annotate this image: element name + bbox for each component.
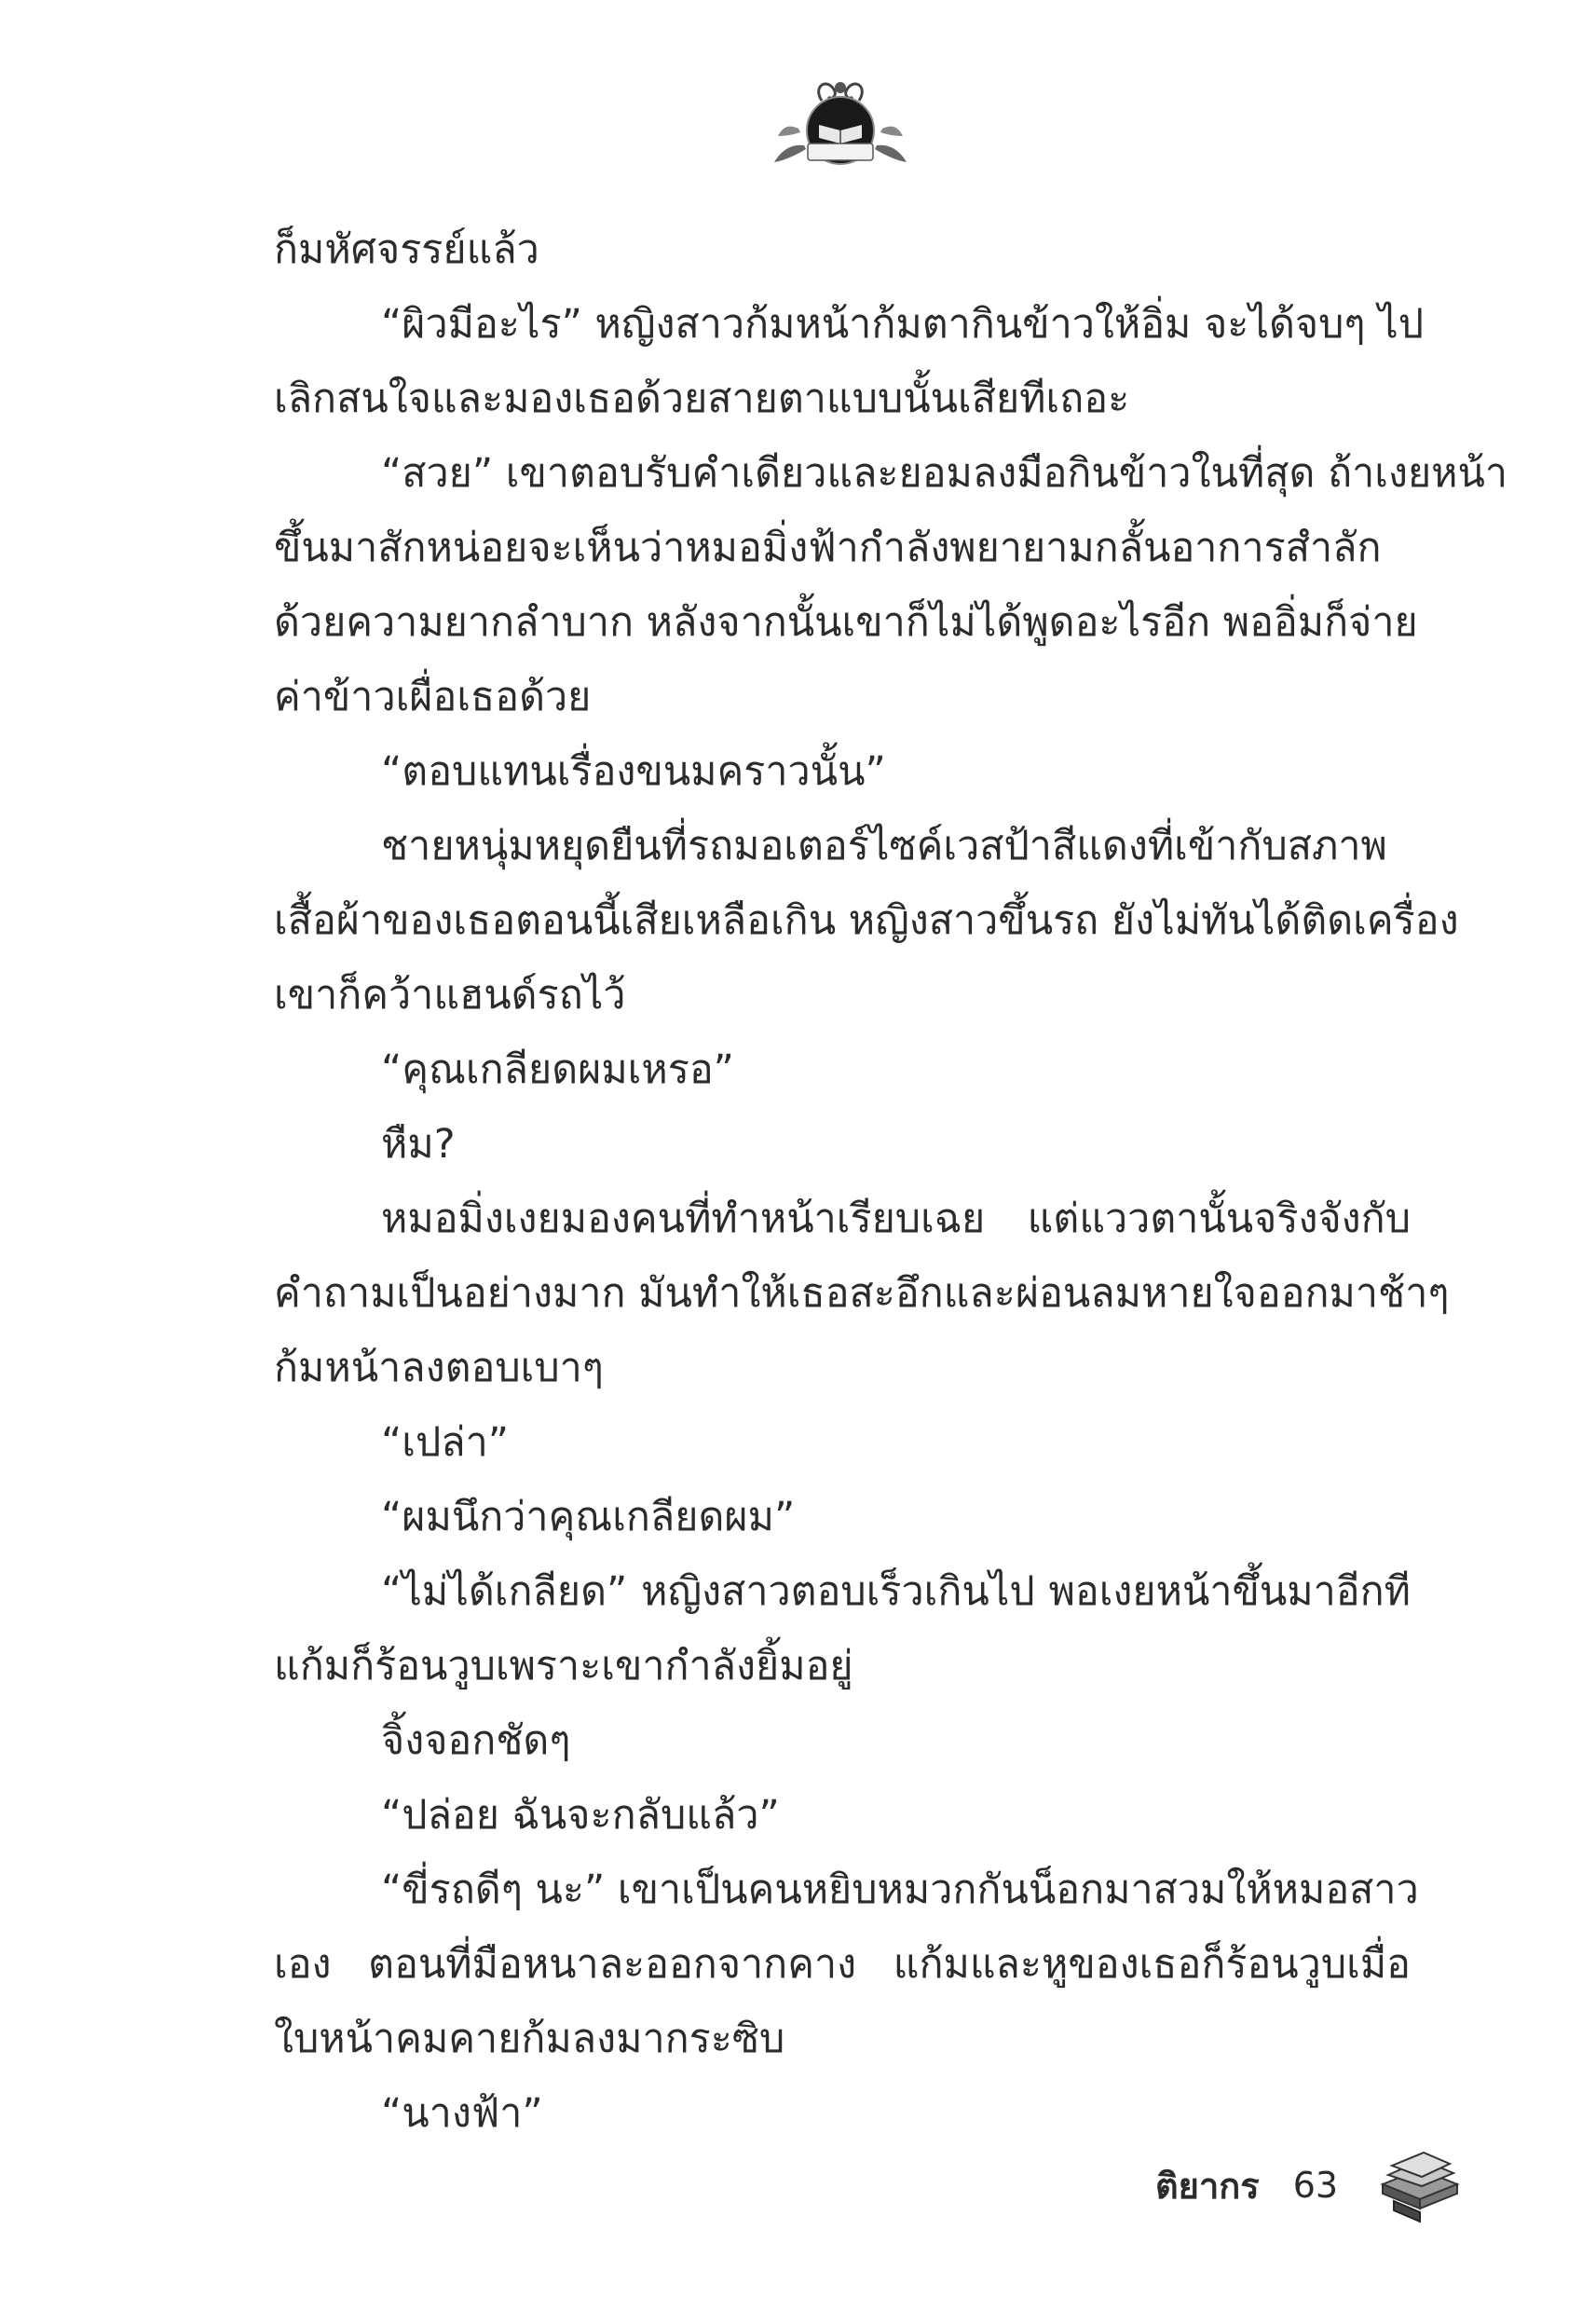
text-line: “ผมนึกว่าคุณเกลียดผม” [381, 1494, 796, 1540]
page-footer [1155, 2143, 1465, 2227]
page-number: 63 [1292, 2165, 1339, 2206]
text-line: “ผิวมีอะไร” หญิงสาวก้มหน้าก้มตากินข้าวให้อิ่ม จะได้จบๆ ไป [381, 301, 1425, 348]
text-line: “สวย” เขาตอบรับคำเดียวและยอมลงมือกินข้าวในที่สุด ถ้าเงยหน้า [381, 450, 1508, 497]
text-line: “นางฟ้า” [381, 2090, 543, 2137]
text-line: “ปล่อย ฉันจะกลับแล้ว” [381, 1792, 780, 1839]
text-line: “เปล่า” [381, 1419, 510, 1466]
text-line: ก็มหัศจรรย์แล้ว [274, 226, 539, 273]
text-line: เสื้อผ้าของเธอตอนนี้เสียเหลือเกิน หญิงสาวขึ้นรถ ยังไม่ทันได้ติดเครื่อง [274, 897, 1459, 944]
footer-author: ติยากร [1155, 2165, 1260, 2207]
text-line: เอง ตอนที่มือหนาละออกจากคาง แก้มและหูของเธอก็ร้อนวูบเมื่อ [274, 1941, 1411, 1988]
text-line: ขึ้นมาสักหน่อยจะเห็นว่าหมอมิ่งฟ้ากำลังพยายามกลั้นอาการสำลัก [274, 525, 1382, 571]
text-line: “ไม่ได้เกลียด” หญิงสาวตอบเร็วเกินไป พอเงยหน้าขึ้นมาอีกที [381, 1568, 1411, 1615]
ornamental-crest-icon [771, 73, 910, 175]
text-line: ด้วยความยากลำบาก หลังจากนั้นเขาก็ไม่ได้พูดอะไรอีก พออิ่มก็จ่าย [274, 599, 1418, 646]
text-line: หมอมิ่งเงยมองคนที่ทำหน้าเรียบเฉย แต่แววตานั้นจริงจังกับ [381, 1196, 1411, 1242]
text-line: “คุณเกลียดผมเหรอ” [381, 1046, 734, 1093]
text-line: แก้มก็ร้อนวูบเพราะเขากำลังยิ้มอยู่ [274, 1643, 853, 1689]
text-line: หืม? [381, 1121, 456, 1168]
text-line: “ขี่รถดีๆ นะ” เขาเป็นคนหยิบหมวกกันน็อกมาสวมให้หมอสาว [381, 1867, 1419, 1913]
text-line: คำถามเป็นอย่างมาก มันทำให้เธอสะอึกและผ่อนลมหายใจออกมาช้าๆ [274, 1270, 1450, 1317]
text-line: ค่าข้าวเผื่อเธอด้วย [274, 674, 592, 720]
text-line: เลิกสนใจและมองเธอด้วยสายตาแบบนั้นเสียทีเถอะ [274, 376, 1130, 422]
text-line: เขาก็คว้าแฮนด์รถไว้ [274, 972, 626, 1019]
text-line: “ตอบแทนเรื่องขนมคราวนั้น” [381, 748, 886, 795]
stacked-books-icon [1375, 2143, 1465, 2227]
text-line: จิ้งจอกชัดๆ [381, 1717, 571, 1764]
header-logo [771, 73, 910, 175]
text-line: ก้มหน้าลงตอบเบาๆ [274, 1345, 604, 1391]
text-line: ใบหน้าคมคายก้มลงมากระซิบ [274, 2016, 785, 2062]
text-line: ชายหนุ่มหยุดยืนที่รถมอเตอร์ไซค์เวสป้าสีแดงที่เข้ากับสภาพ [381, 823, 1387, 869]
body-text [274, 212, 1508, 2151]
